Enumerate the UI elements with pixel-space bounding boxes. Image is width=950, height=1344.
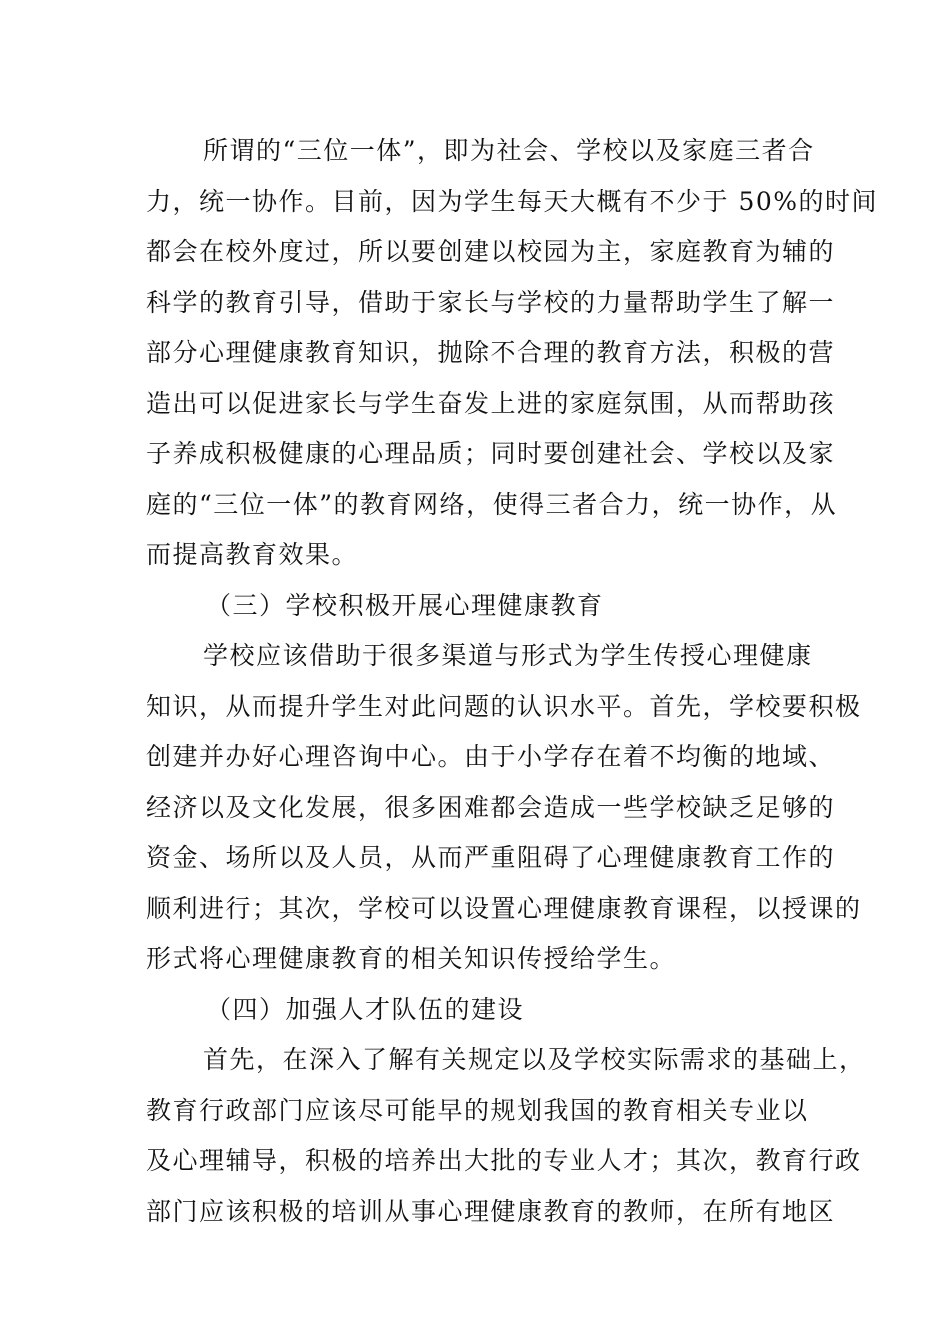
- document-body: [146, 126, 879, 1237]
- paragraph-talent-team: [146, 1035, 866, 1237]
- paragraph-line: 科学的教育引导，借助于家长与学校的力量帮助学生了解一: [146, 287, 836, 317]
- paragraph-line: 教育行政部门应该尽可能早的规划我国的教育相关专业以: [146, 1095, 809, 1125]
- paragraph-line: 而提高教育效果。: [146, 540, 359, 569]
- paragraph-line: 及心理辅导，积极的培养出大批的专业人才；其次，教育行政: [146, 1146, 862, 1175]
- paragraph-line: 庭的“三位一体”的教育网络，使得三者合力，统一协作，从: [146, 489, 838, 519]
- section-heading-four: （四）加强人才队伍的建设: [206, 994, 525, 1024]
- paragraph-line: 造出可以促进家长与学生奋发上进的家庭氛围，从而帮助孩: [146, 388, 836, 418]
- paragraph-line: 顺利进行；其次，学校可以设置心理健康教育课程，以授课的: [146, 893, 862, 923]
- paragraph-line: 都会在校外度过，所以要创建以校园为主，家庭教育为辅的: [146, 237, 836, 266]
- paragraph-school-education: [146, 631, 862, 985]
- paragraph-three-in-one: [146, 126, 879, 581]
- paragraph-line: 部分心理健康教育知识，抛除不合理的教育方法，积极的营: [146, 338, 836, 367]
- paragraph-line: 经济以及文化发展，很多困难都会造成一些学校缺乏足够的: [146, 792, 836, 822]
- paragraph-line: 子养成积极健康的心理品质；同时要创建社会、学校以及家: [146, 439, 836, 468]
- paragraph-line: 部门应该积极的培训从事心理健康教育的教师，在所有地区: [146, 1196, 836, 1226]
- paragraph-line: 形式将心理健康教育的相关知识传授给学生。: [146, 944, 677, 973]
- paragraph-line: 首先，在深入了解有关规定以及学校实际需求的基础上，: [203, 1045, 866, 1074]
- section-heading-three: （三）学校积极开展心理健康教育: [206, 590, 604, 620]
- paragraph-line: 所谓的“三位一体”，即为社会、学校以及家庭三者合: [203, 136, 815, 165]
- paragraph-line: 创建并办好心理咨询中心。由于小学存在着不均衡的地域、: [146, 742, 836, 771]
- paragraph-line: 知识，从而提升学生对此问题的认识水平。首先，学校要积极: [146, 691, 862, 721]
- paragraph-line: 力，统一协作。目前，因为学生每天大概有不少于 50%的时间: [146, 186, 879, 216]
- paragraph-line: 学校应该借助于很多渠道与形式为学生传授心理健康: [203, 641, 813, 670]
- paragraph-line: 资金、场所以及人员，从而严重阻碍了心理健康教育工作的: [146, 843, 836, 872]
